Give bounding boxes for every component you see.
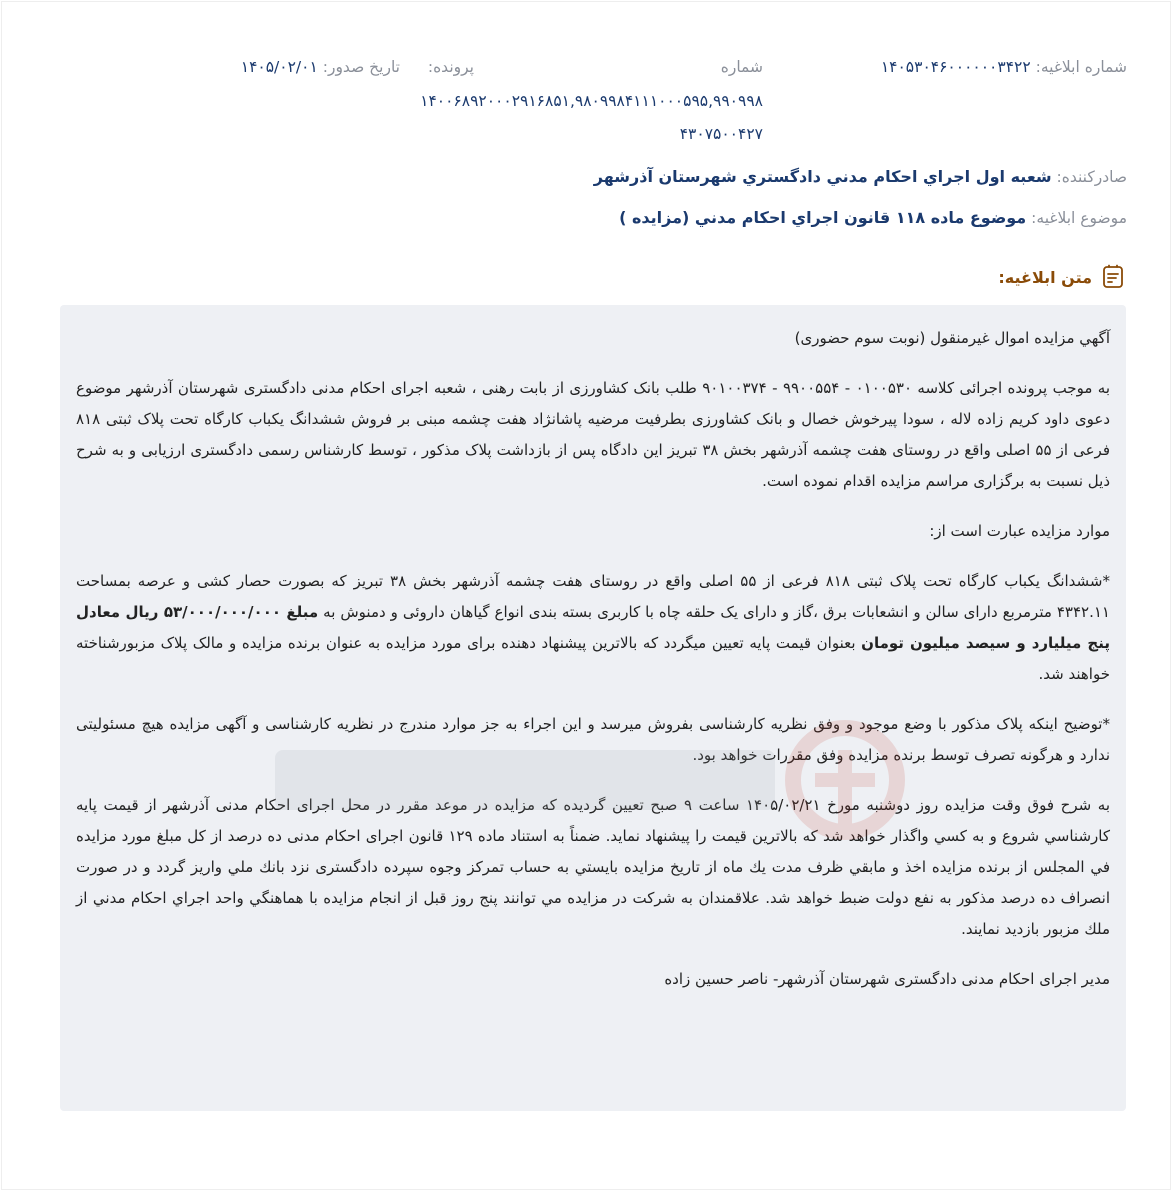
issuer-label: صادرکننده:	[1056, 168, 1127, 186]
issuer	[594, 167, 1127, 186]
signature-line: مدیر اجرای احکام مدنی دادگستری شهرستان آذرشهر- ناصر حسین زاده	[664, 970, 1110, 988]
issue-date-label: تاریخ صدور:	[322, 58, 400, 76]
subject-value: موضوع ماده ۱۱۸ قانون اجراي احكام مدني (مزايده )	[619, 208, 1027, 227]
notice-number-label: شماره ابلاغیه:	[1035, 58, 1127, 76]
body-title: آگهي مزايده اموال غيرمنقول (نوبت سوم حضوری)	[794, 329, 1110, 347]
number-label: شماره	[720, 58, 763, 76]
body-paragraph-3: *ششدانگ یکباب کارگاه تحت پلاک ثبتی ۸۱۸ فرعی از ۵۵ اصلی واقع در روستای هفت چشمه آذرشهر بخش ۳۸ تبریز که بصورت حصار کشی و عرصه بمساحت ۴۳۴۲.۱۱ مترمربع دارای سالن و انشعابات برق ،گاز و دارای یک حلقه چاه با کاربری بسته بندی انواع گیاهان داروئی و دمنوش به مبلغ ۵۳/۰۰۰/۰۰۰/۰۰۰ ریال معادل پنج میلیارد و سیصد میلیون تومان بعنوان قیمت پایه تعیین میگردد که بالاترین پیشنهاد دهنده برای مورد مزایده به عنوان برنده مزایده و مالک پلاک مزبورشناخته خواهند شد.	[76, 572, 1110, 683]
section-title: متن ابلاغیه:	[998, 267, 1092, 287]
case-label: پرونده:	[427, 58, 474, 76]
issuer-value: شعبه اول اجراي احكام مدني دادگستري شهرستان آذرشهر	[593, 167, 1052, 186]
notice-body	[60, 305, 1126, 1111]
notice-number-value: ۱۴۰۵۳۰۴۶۰۰۰۰۰۰۳۴۲۲	[880, 58, 1031, 76]
subject	[619, 208, 1127, 227]
case-number-line-1: ۱۴۰۰۶۸۹۲۰۰۰۲۹۱۶۸۵۱,۹۸۰۹۹۸۴۱۱۱۰۰۰۵۹۵,۹۹۰۹۹۸	[420, 92, 763, 110]
body-paragraph-5: به شرح فوق وقت مزايده روز دوشنبه مورخ ۱۴۰۵/۰۲/۲۱ ساعت ۹ صبح تعيين گرديده كه مزايده در موعد مقرر در محل اجرای احکام مدنی آذرشهر از قيمت پايه كارشناسي شروع و به كسي واگذار خواهد شد كه بالاترين قيمت را پيشنهاد نمايد. ضمناً به استناد ماده ۱۲۹ قانون اجرای احکام مدنی ده درصد از كل مبلغ مورد مزايده في المجلس از برنده مزايده اخذ و مابقي ظرف مدت يك ماه از تاريخ مزايده بايستي به حساب تمركز وجوه سپرده دادگستری نزد بانك ملي واريز گردد و در صورت انصراف ده درصد مذكور به نفع دولت ضبط خواهد شد. علاقمندان به شركت در مزايده مي توانند پنج روز قبل از انجام مزايده با هماهنگي واحد اجراي احكام مدني از ملك مزبور بازديد نمايند.	[76, 796, 1110, 938]
body-paragraph-4: *توضیح اینکه پلاک مذکور با وضع موجود و وفق نظریه کارشناسی بفروش میرسد و این اجراء به جز موارد مندرج در نظریه کارشناسی و آگهی مزایده هیچ مسئولیتی ندارد و هرگونه تصرف توسط برنده مزایده وفق مقررات خواهد بود.	[76, 715, 1110, 764]
base-price: مبلغ ۵۳/۰۰۰/۰۰۰/۰۰۰ ریال معادل پنج میلیارد و سیصد میلیون تومان	[76, 603, 1110, 652]
notice-number	[881, 58, 1127, 76]
issue-date	[241, 58, 400, 76]
subject-label: موضوع ابلاغیه:	[1031, 209, 1127, 227]
section-heading	[998, 264, 1126, 290]
case-number-line-2: ۴۳۰۷۵۰۰۴۲۷	[679, 125, 763, 143]
issue-date-value: ۱۴۰۵/۰۲/۰۱	[240, 58, 318, 76]
body-paragraph-1: به موجب پرونده اجرائی کلاسه ۰۱۰۰۵۳۰ - ۹۹۰۰۵۵۴ - ۹۰۱۰۰۳۷۴ طلب بانک کشاورزی از بابت رهنی ، شعبه اجرای احکام مدنی دادگستری شهرستان آذرشهر موضوع دعوی داود کریم زاده لاله ، سودا پیرخوش خصال و بانک کشاورزی بطرفیت مرضیه پاشانژاد هفت چشمه مبنی بر فروش ششدانگ یکباب کارگاه تحت پلاک ثبتی ۸۱۸ فرعی از ۵۵ اصلی واقع در روستای هفت چشمه آذرشهر بخش ۳۸ تبریز این دادگاه پس از بازداشت پلاک مذکور ، توسط کارشناس رسمی دادگستری ارزیابی و به شرح ذیل نسبت به برگزاری مراسم مزایده اقدام نموده است.	[76, 379, 1110, 490]
body-paragraph-2: موارد مزایده عبارت است از:	[929, 522, 1110, 540]
document-icon	[1100, 264, 1126, 290]
